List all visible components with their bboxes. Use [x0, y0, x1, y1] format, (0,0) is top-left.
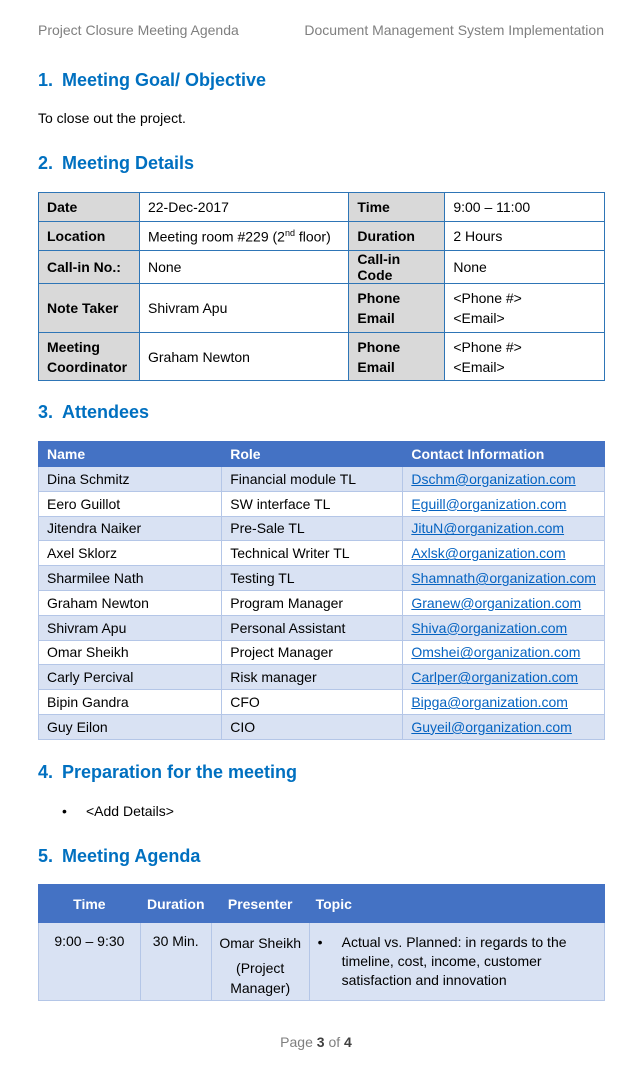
attendee-email-link[interactable]: Omshei@organization.com [411, 644, 581, 661]
agenda-time: 9:00 – 9:30 [39, 923, 141, 1001]
date-value: 22-Dec-2017 [139, 193, 348, 222]
table-row [39, 690, 605, 715]
preparation-bullet: • <Add Details> [62, 803, 174, 819]
coordinator-contact-values: <Phone #> <Email> [445, 333, 605, 381]
agenda-header-presenter: Presenter [211, 885, 309, 923]
attendee-name-cell: Sharmilee Nath [39, 566, 222, 591]
attendee-email-cell [403, 491, 605, 516]
page-number: Page 3 of 4 [280, 1034, 352, 1050]
table-row [39, 665, 605, 690]
col-header-role: Role [222, 442, 403, 467]
note-taker-contact-labels: Phone Email [349, 284, 445, 333]
bullet-dot-icon: • [62, 803, 67, 819]
section-heading-goal: 1. Meeting Goal/ Objective [38, 70, 267, 90]
attendee-email-link[interactable]: Granew@organization.com [411, 594, 582, 611]
attendee-role-cell: Program Manager [222, 590, 403, 615]
attendee-email-link[interactable]: Guyeil@organization.com [411, 718, 572, 735]
attendee-email-cell [403, 640, 605, 665]
attendee-email-link[interactable]: Shamnath@organization.com [411, 570, 596, 587]
attendee-email-link[interactable]: Bipga@organization.com [411, 694, 568, 711]
agenda-presenter: Omar Sheikh (Project Manager) [211, 923, 309, 1001]
col-header-contact: Contact Information [403, 442, 605, 467]
agenda-header-topic: Topic [309, 885, 604, 923]
attendee-name-cell: Bipin Gandra [39, 690, 222, 715]
attendee-email-cell [403, 615, 605, 640]
attendee-name-cell: Shivram Apu [39, 615, 222, 640]
attendee-role-cell: CIO [222, 714, 403, 739]
agenda-table [38, 884, 605, 1001]
attendee-role-cell: CFO [222, 690, 403, 715]
agenda-header-time: Time [39, 885, 141, 923]
attendee-role-cell: Risk manager [222, 665, 403, 690]
attendee-role-cell: Technical Writer TL [222, 541, 403, 566]
attendee-name-cell: Jitendra Naiker [39, 516, 222, 541]
callin-label: Call-in No.: [39, 251, 140, 284]
table-row [39, 590, 605, 615]
attendee-email-cell [403, 590, 605, 615]
duration-label: Duration [349, 222, 445, 251]
callin-code-value: None [445, 251, 605, 284]
note-taker-label: Note Taker [39, 284, 140, 333]
attendee-name-cell: Axel Sklorz [39, 541, 222, 566]
attendee-email-cell [403, 714, 605, 739]
attendee-name-cell: Eero Guillot [39, 491, 222, 516]
document-header-project: Document Management System Implementation [304, 22, 604, 38]
location-label: Location [39, 222, 140, 251]
attendee-email-cell [403, 541, 605, 566]
table-row [39, 541, 605, 566]
attendee-role-cell: Pre-Sale TL [222, 516, 403, 541]
attendee-email-cell [403, 467, 605, 492]
attendee-name-cell: Carly Percival [39, 665, 222, 690]
document-header-title: Project Closure Meeting Agenda [38, 22, 239, 38]
time-label: Time [349, 193, 445, 222]
agenda-header-duration: Duration [140, 885, 211, 923]
table-row [39, 615, 605, 640]
table-row [39, 467, 605, 492]
coordinator-label: Meeting Coordinator [39, 333, 140, 381]
attendees-body [39, 467, 605, 740]
date-label: Date [39, 193, 140, 222]
attendee-role-cell: SW interface TL [222, 491, 403, 516]
attendees-table [38, 441, 605, 740]
attendee-name-cell: Omar Sheikh [39, 640, 222, 665]
meeting-details-table [38, 192, 605, 381]
attendee-email-cell [403, 690, 605, 715]
time-value: 9:00 – 11:00 [445, 193, 605, 222]
note-taker-contact-values: <Phone #> <Email> [445, 284, 605, 333]
attendee-email-link[interactable]: Dschm@organization.com [411, 470, 576, 487]
section-heading-preparation: 4. Preparation for the meeting [38, 762, 298, 782]
attendee-name-cell: Guy Eilon [39, 714, 222, 739]
agenda-duration: 30 Min. [140, 923, 211, 1001]
section-heading-details: 2. Meeting Details [38, 153, 195, 173]
coordinator-contact-labels: Phone Email [349, 333, 445, 381]
attendee-name-cell: Dina Schmitz [39, 467, 222, 492]
note-taker-value: Shivram Apu [139, 284, 348, 333]
col-header-name: Name [39, 442, 222, 467]
attendee-email-link[interactable]: Carlper@organization.com [411, 669, 579, 686]
attendee-email-cell [403, 566, 605, 591]
attendee-role-cell: Project Manager [222, 640, 403, 665]
table-row [39, 516, 605, 541]
attendee-email-link[interactable]: Eguill@organization.com [411, 495, 567, 512]
agenda-row [39, 923, 605, 1001]
bullet-dot-icon: • [317, 934, 323, 950]
attendee-role-cell: Personal Assistant [222, 615, 403, 640]
attendee-email-link[interactable]: Shiva@organization.com [411, 619, 568, 636]
coordinator-value: Graham Newton [139, 333, 348, 381]
attendee-name-cell: Graham Newton [39, 590, 222, 615]
table-row [39, 640, 605, 665]
attendee-email-cell [403, 516, 605, 541]
attendee-role-cell: Financial module TL [222, 467, 403, 492]
table-row [39, 566, 605, 591]
attendee-email-cell [403, 665, 605, 690]
goal-text: To close out the project. [38, 110, 186, 126]
attendee-email-link[interactable]: Axlsk@organization.com [411, 545, 566, 562]
table-row [39, 491, 605, 516]
callin-code-label: Call-in Code [349, 251, 445, 284]
attendee-email-link[interactable]: JituN@organization.com [411, 520, 565, 537]
table-row [39, 714, 605, 739]
section-heading-agenda: 5. Meeting Agenda [38, 846, 201, 866]
location-value: Meeting room #229 (2nd floor) [139, 222, 348, 251]
attendee-role-cell: Testing TL [222, 566, 403, 591]
duration-value: 2 Hours [445, 222, 605, 251]
callin-value: None [139, 251, 348, 284]
agenda-topic: • Actual vs. Planned: in regards to the timeline, cost, income, customer satisfaction and innovation [309, 923, 604, 1001]
section-heading-attendees: 3. Attendees [38, 402, 150, 422]
